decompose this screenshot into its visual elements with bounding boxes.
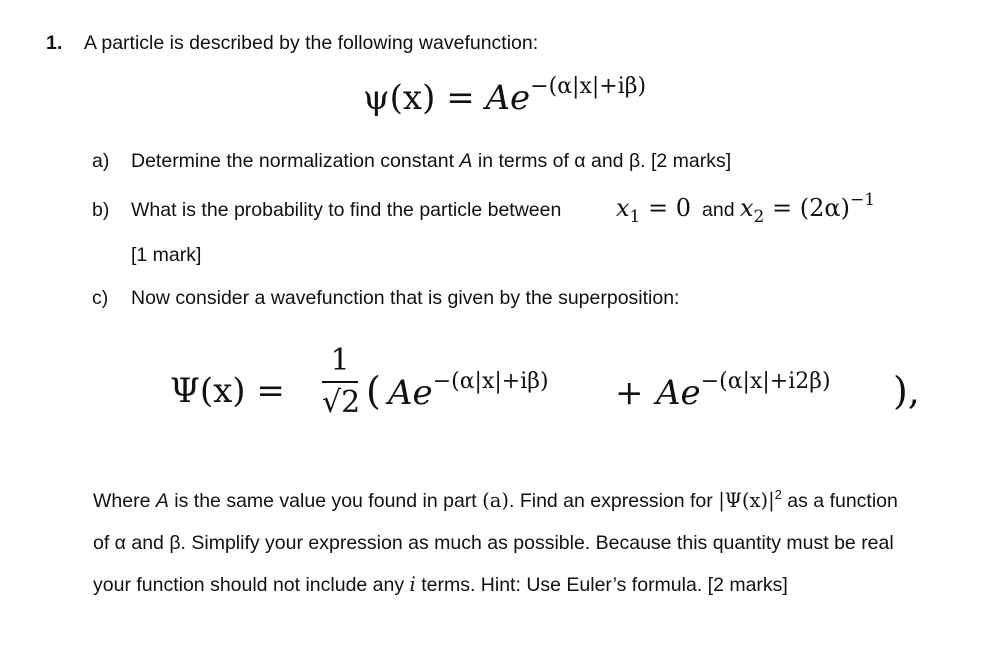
x1-value: = 0: [648, 194, 692, 222]
part-a-label: a): [92, 150, 110, 172]
wavefunction-exponent: −(α|x|+iβ): [530, 74, 647, 99]
term2-exponent: −(α|x|+i2β): [700, 369, 831, 394]
term2-coefficient: Ae: [656, 373, 701, 413]
closing-expr-sup: 2: [774, 487, 782, 502]
part-a-text-after: in terms of α and β. [2 marks]: [472, 150, 732, 172]
plus-sign: +: [615, 373, 644, 413]
closing-expr: |Ψ(x)|: [718, 489, 775, 512]
closing-line-3: [93, 575, 788, 596]
closing-line-1-d: as a function: [781, 490, 898, 512]
part-b-text: What is the probability to find the particle between: [131, 199, 562, 221]
term1: [388, 369, 549, 413]
term1-exponent: −(α|x|+iβ): [432, 369, 549, 394]
closing-line-1-a: Where: [93, 490, 156, 512]
wavefunction-lhs: ψ(x): [363, 78, 436, 118]
part-b-and: and: [702, 199, 735, 221]
closing-line-2: of α and β. Simplify your expression as much as possible. Because this quantity must be real: [93, 532, 894, 554]
question-number: 1.: [46, 32, 63, 54]
x1-subscript: 1: [629, 207, 641, 227]
x1-var: x: [616, 194, 630, 222]
fraction-numerator: 1: [330, 343, 350, 378]
part-b-marks: [1 mark]: [131, 244, 202, 266]
closing-line-1-b: is the same value you found in part: [168, 490, 483, 512]
closing-var-i: i: [409, 573, 416, 596]
x2-superscript: −1: [849, 190, 876, 210]
closing-line-1-c: . Find an expression for: [509, 490, 719, 512]
x2-value: = (2α): [772, 194, 850, 222]
part-b-x2: [740, 190, 876, 227]
closing-line-3-a: your function should not include any: [93, 574, 410, 596]
term1-coefficient: Ae: [388, 373, 433, 413]
closing-part-ref: (a): [482, 489, 509, 512]
part-a-text-before: Determine the normalization constant: [131, 150, 460, 172]
closing-line-3-b: terms. Hint: Use Euler’s formula. [2 marks]: [415, 574, 788, 596]
close-paren: ),: [893, 369, 920, 413]
coefficient-ae: Ae: [485, 78, 531, 118]
part-b-x1: [616, 194, 692, 227]
part-b-label: b): [92, 199, 110, 221]
superposition-lhs: Ψ(x) =: [170, 371, 285, 411]
part-a-text: [131, 152, 731, 172]
x2-subscript: 2: [753, 207, 765, 227]
part-c-text: Now consider a wavefunction that is given by the superposition:: [131, 287, 680, 309]
part-c-label: c): [92, 287, 109, 309]
equals-sign: =: [446, 78, 475, 118]
fraction-denominator: √2: [322, 385, 361, 420]
open-paren: (: [366, 369, 381, 413]
x2-var: x: [740, 194, 754, 222]
part-a-var: A: [459, 150, 473, 172]
closing-line-1: [93, 487, 898, 512]
fraction: [322, 343, 361, 420]
fraction-bar: [322, 381, 358, 383]
closing-var-a: A: [155, 490, 169, 512]
term2: [656, 369, 831, 413]
question-intro: A particle is described by the following wavefunction:: [84, 32, 539, 54]
wavefunction-equation: [363, 74, 647, 118]
